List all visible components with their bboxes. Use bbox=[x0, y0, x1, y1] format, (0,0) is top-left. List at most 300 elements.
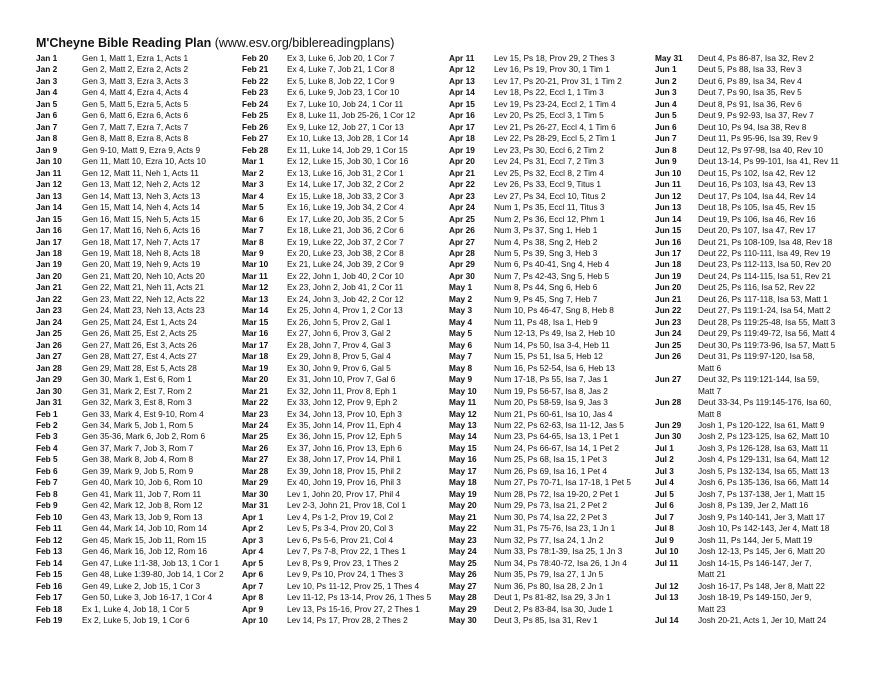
reading-passages: Deut 10, Ps 94, Isa 38, Rev 8 bbox=[698, 121, 807, 132]
reading-passages: Gen 25, Matt 24, Est 1, Acts 24 bbox=[82, 316, 197, 327]
reading-date: Jun 25 bbox=[655, 339, 682, 350]
reading-date: Jun 14 bbox=[655, 213, 682, 224]
reading-date: Mar 21 bbox=[242, 385, 269, 396]
reading-date: Jun 19 bbox=[655, 270, 682, 281]
reading-date: Jun 2 bbox=[655, 75, 677, 86]
reading-date: Jun 21 bbox=[655, 293, 682, 304]
reading-passages: Deut 32, Ps 119:121-144, Isa 59, bbox=[698, 374, 820, 385]
reading-passages: Ex 17, Luke 20, Job 35, 2 Cor 5 bbox=[287, 213, 404, 224]
reading-date: Jan 1 bbox=[36, 53, 58, 63]
reading-passages: Num 23, Ps 64-65, Isa 13, 1 Pet 1 bbox=[494, 431, 619, 442]
reading-date: May 1 bbox=[449, 282, 473, 293]
reading-date: Mar 28 bbox=[242, 465, 269, 476]
reading-passages: Lev 27, Ps 34, Eccl 10, Titus 2 bbox=[494, 190, 606, 201]
reading-passages: Ex 9, Luke 12, Job 27, 1 Cor 13 bbox=[287, 121, 404, 132]
reading-passages: Ex 19, Luke 22, Job 37, 2 Cor 7 bbox=[287, 236, 404, 247]
reading-date: May 11 bbox=[449, 397, 477, 408]
reading-passages: Gen 48, Luke 1:39-80, Job 14, 1 Cor 2 bbox=[82, 569, 224, 580]
reading-date: Mar 15 bbox=[242, 316, 269, 327]
reading-date: Feb 16 bbox=[36, 580, 63, 591]
reading-passages: Num 15, Ps 51, Isa 5, Heb 12 bbox=[494, 351, 603, 362]
reading-passages: Matt 7 bbox=[698, 385, 722, 396]
reading-date: Jul 7 bbox=[655, 511, 674, 522]
reading-passages: Num 32, Ps 77, Isa 24, 1 Jn 2 bbox=[494, 534, 604, 545]
reading-passages: Gen 33, Mark 4, Est 9-10, Rom 4 bbox=[82, 408, 204, 419]
reading-date: Apr 14 bbox=[449, 87, 475, 98]
reading-date: Jul 9 bbox=[655, 534, 674, 545]
reading-date: Mar 1 bbox=[242, 156, 264, 167]
reading-date: Jan 27 bbox=[36, 351, 62, 362]
reading-passages: Deut 5, Ps 88, Isa 33, Rev 3 bbox=[698, 64, 802, 75]
reading-passages: Gen 14, Matt 13, Neh 3, Acts 13 bbox=[82, 190, 201, 201]
reading-date: Jul 11 bbox=[655, 557, 679, 568]
reading-date: Jan 16 bbox=[36, 225, 62, 236]
reading-passages: Gen 2, Matt 2, Ezra 2, Acts 2 bbox=[82, 64, 189, 75]
reading-date: Jul 14 bbox=[655, 614, 679, 625]
reading-date: Jun 10 bbox=[655, 167, 682, 178]
reading-date: Jul 1 bbox=[655, 442, 674, 453]
reading-date: Jun 26 bbox=[655, 351, 682, 362]
reading-passages: Lev 11-12, Ps 13-14, Prov 26, 1 Thes 5 bbox=[287, 592, 432, 603]
reading-passages: Gen 34, Mark 5, Job 1, Rom 5 bbox=[82, 420, 194, 430]
reading-passages: Lev 15, Ps 18, Prov 29, 2 Thes 3 bbox=[494, 53, 615, 63]
reading-date: Apr 26 bbox=[449, 225, 475, 236]
reading-date: Jun 16 bbox=[655, 236, 682, 247]
reading-date: May 27 bbox=[449, 580, 477, 591]
reading-passages: Deut 11, Ps 95-96, Isa 39, Rev 9 bbox=[698, 133, 818, 144]
reading-date: May 29 bbox=[449, 603, 477, 614]
reading-date: May 14 bbox=[449, 431, 477, 442]
reading-date: Mar 31 bbox=[242, 500, 269, 511]
reading-date: Jun 1 bbox=[655, 64, 677, 75]
reading-date: Jul 6 bbox=[655, 500, 674, 511]
reading-passages: Num 31, Ps 75-76, Isa 23, 1 Jn 1 bbox=[494, 523, 616, 534]
reading-date: Jan 8 bbox=[36, 133, 58, 144]
reading-passages: Deut 29, Ps 119:49-72, Isa 56, Matt 4 bbox=[698, 328, 836, 339]
reading-date: Jan 26 bbox=[36, 339, 62, 350]
reading-date: May 28 bbox=[449, 592, 477, 603]
reading-passages: Num 21, Ps 60-61, Isa 10, Jas 4 bbox=[494, 408, 613, 419]
reading-passages: Deut 2, Ps 83-84, Isa 30, Jude 1 bbox=[494, 603, 613, 614]
reading-date: Jun 23 bbox=[655, 316, 682, 327]
reading-date: Apr 17 bbox=[449, 121, 475, 132]
reading-date: May 4 bbox=[449, 316, 473, 327]
reading-passages: Num 30, Ps 74, Isa 22, 2 Pet 3 bbox=[494, 511, 607, 522]
reading-passages: Gen 6, Matt 6, Ezra 6, Acts 6 bbox=[82, 110, 189, 121]
reading-passages: Ex 3, Luke 6, Job 20, 1 Cor 7 bbox=[287, 53, 395, 63]
reading-passages: Josh 3, Ps 126-128, Isa 63, Matt 11 bbox=[698, 442, 829, 453]
reading-passages: Gen 7, Matt 7, Ezra 7, Acts 7 bbox=[82, 121, 189, 132]
reading-passages: Num 35, Ps 79, Isa 27, 1 Jn 5 bbox=[494, 569, 604, 580]
reading-date: Apr 13 bbox=[449, 75, 475, 86]
reading-date: Jan 25 bbox=[36, 328, 62, 339]
reading-date: Apr 10 bbox=[242, 614, 268, 625]
reading-passages: Gen 12, Matt 11, Neh 1, Acts 11 bbox=[82, 167, 199, 178]
reading-passages: Ex 37, John 16, Prov 13, Eph 6 bbox=[287, 442, 402, 453]
reading-passages: Ex 34, John 13, Prov 10, Eph 3 bbox=[287, 408, 402, 419]
reading-passages: Deut 12, Ps 97-98, Isa 40, Rev 10 bbox=[698, 144, 823, 155]
reading-date: Jan 6 bbox=[36, 110, 58, 121]
reading-date: Apr 7 bbox=[242, 580, 264, 591]
reading-date: May 9 bbox=[449, 374, 473, 385]
reading-date: Feb 18 bbox=[36, 603, 63, 614]
reading-passages: Deut 9, Ps 92-93, Isa 37, Rev 7 bbox=[698, 110, 814, 121]
reading-passages: Num 6, Ps 40-41, Sng 4, Heb 4 bbox=[494, 259, 610, 270]
reading-passages: Ex 20, Luke 23, Job 38, 2 Cor 8 bbox=[287, 247, 404, 258]
reading-date: Feb 23 bbox=[242, 87, 269, 98]
reading-passages: Gen 3, Matt 3, Ezra 3, Acts 3 bbox=[82, 75, 189, 86]
reading-passages: Lev 8, Ps 9, Prov 23, 1 Thes 2 bbox=[287, 557, 399, 568]
reading-passages: Gen 30, Mark 1, Est 6, Rom 1 bbox=[82, 374, 192, 385]
reading-passages: Ex 27, John 6, Prov 3, Gal 2 bbox=[287, 328, 391, 339]
reading-date: Jun 5 bbox=[655, 110, 677, 121]
reading-passages: Ex 24, John 3, Job 42, 2 Cor 12 bbox=[287, 293, 404, 304]
reading-date: Apr 4 bbox=[242, 546, 264, 557]
reading-passages: Deut 24, Ps 114-115, Isa 51, Rev 21 bbox=[698, 270, 831, 281]
reading-date: Mar 19 bbox=[242, 362, 269, 373]
reading-date: May 17 bbox=[449, 465, 477, 476]
reading-passages: Deut 28, Ps 119:25-48, Isa 55, Matt 3 bbox=[698, 316, 836, 327]
reading-passages: Gen 4, Matt 4, Ezra 4, Acts 4 bbox=[82, 87, 189, 98]
reading-date: Apr 11 bbox=[449, 53, 475, 63]
reading-date: Feb 20 bbox=[242, 53, 269, 63]
title-url: (www.esv.org/biblereadingplans) bbox=[211, 36, 395, 50]
reading-date: May 26 bbox=[449, 569, 477, 580]
reading-passages: Gen 45, Mark 15, Job 11, Rom 15 bbox=[82, 534, 207, 545]
reading-date: May 22 bbox=[449, 523, 477, 534]
reading-date: Jun 20 bbox=[655, 282, 682, 293]
reading-passages: Gen 37, Mark 7, Job 3, Rom 7 bbox=[82, 442, 194, 453]
reading-date: Apr 22 bbox=[449, 179, 475, 190]
reading-passages: Gen 28, Matt 27, Est 4, Acts 27 bbox=[82, 351, 197, 362]
reading-passages: Ex 25, John 4, Prov 1, 2 Cor 13 bbox=[287, 305, 403, 316]
reading-date: May 31 bbox=[655, 53, 683, 63]
reading-passages: Num 4, Ps 38, Sng 2, Heb 2 bbox=[494, 236, 598, 247]
reading-date: Apr 3 bbox=[242, 534, 264, 545]
reading-date: Jan 21 bbox=[36, 282, 62, 293]
reading-passages: Deut 31, Ps 119:97-120, Isa 58, bbox=[698, 351, 815, 362]
reading-date: Feb 26 bbox=[242, 121, 269, 132]
reading-date: Jan 5 bbox=[36, 98, 58, 109]
reading-passages: Gen 11, Matt 10, Ezra 10, Acts 10 bbox=[82, 156, 206, 167]
reading-passages: Lev 5, Ps 3-4, Prov 20, Col 3 bbox=[287, 523, 394, 534]
reading-passages: Ex 38, John 17, Prov 14, Phil 1 bbox=[287, 454, 401, 465]
reading-date: Mar 27 bbox=[242, 454, 269, 465]
reading-date: May 13 bbox=[449, 420, 477, 430]
reading-passages: Gen 31, Mark 2, Est 7, Rom 2 bbox=[82, 385, 192, 396]
reading-date: Jun 15 bbox=[655, 225, 682, 236]
reading-date: Mar 29 bbox=[242, 477, 269, 488]
reading-date: Feb 11 bbox=[36, 523, 62, 534]
reading-date: Feb 22 bbox=[242, 75, 269, 86]
reading-passages: Lev 6, Ps 5-6, Prov 21, Col 4 bbox=[287, 534, 394, 545]
reading-passages: Ex 26, John 5, Prov 2, Gal 1 bbox=[287, 316, 391, 327]
reading-date: May 6 bbox=[449, 339, 473, 350]
reading-passages: Matt 6 bbox=[698, 362, 722, 373]
reading-passages: Num 25, Ps 68, Isa 15, 1 Pet 3 bbox=[494, 454, 607, 465]
reading-passages: Ex 30, John 9, Prov 6, Gal 5 bbox=[287, 362, 391, 373]
reading-passages: Num 28, Ps 72, Isa 19-20, 2 Pet 1 bbox=[494, 488, 619, 499]
reading-date: Mar 24 bbox=[242, 420, 269, 430]
reading-date: Apr 15 bbox=[449, 98, 475, 109]
reading-date: Mar 4 bbox=[242, 190, 264, 201]
reading-passages: Ex 8, Luke 11, Job 25-26, 1 Cor 12 bbox=[287, 110, 416, 121]
reading-passages: Deut 17, Ps 104, Isa 44, Rev 14 bbox=[698, 190, 816, 201]
reading-passages: Lev 18, Ps 22, Eccl 1, 1 Tim 3 bbox=[494, 87, 604, 98]
reading-date: Apr 6 bbox=[242, 569, 264, 580]
reading-date: Feb 7 bbox=[36, 477, 58, 488]
reading-date: Feb 15 bbox=[36, 569, 63, 580]
reading-date: Jan 22 bbox=[36, 293, 62, 304]
reading-passages: Ex 16, Luke 19, Job 34, 2 Cor 4 bbox=[287, 202, 404, 213]
reading-passages: Num 17-18, Ps 55, Isa 7, Jas 1 bbox=[494, 374, 608, 385]
reading-passages: Matt 8 bbox=[698, 408, 722, 419]
reading-passages: Lev 25, Ps 32, Eccl 8, 2 Tim 4 bbox=[494, 167, 604, 178]
reading-date: Jan 23 bbox=[36, 305, 62, 316]
reading-passages: Gen 27, Matt 26, Est 3, Acts 26 bbox=[82, 339, 197, 350]
reading-passages: Deut 21, Ps 108-109, Isa 48, Rev 18 bbox=[698, 236, 833, 247]
reading-passages: Lev 20, Ps 25, Eccl 3, 1 Tim 5 bbox=[494, 110, 604, 121]
reading-passages: Josh 10, Ps 142-143, Jer 4, Matt 18 bbox=[698, 523, 830, 534]
reading-passages: Num 5, Ps 39, Sng 3, Heb 3 bbox=[494, 247, 598, 258]
reading-date: Feb 13 bbox=[36, 546, 63, 557]
page-title bbox=[36, 36, 394, 50]
reading-date: Mar 7 bbox=[242, 225, 264, 236]
reading-date: Feb 6 bbox=[36, 465, 58, 476]
reading-date: Jan 28 bbox=[36, 362, 62, 373]
reading-passages: Ex 36, John 15, Prov 12, Eph 5 bbox=[287, 431, 402, 442]
reading-passages: Lev 10, Ps 11-12, Prov 25, 1 Thes 4 bbox=[287, 580, 420, 591]
reading-date: Mar 25 bbox=[242, 431, 269, 442]
reading-passages: Gen 9-10, Matt 9, Ezra 9, Acts 9 bbox=[82, 144, 201, 155]
reading-passages: Lev 17, Ps 20-21, Prov 31, 1 Tim 2 bbox=[494, 75, 622, 86]
reading-date: Jan 3 bbox=[36, 75, 58, 86]
reading-passages: Gen 24, Matt 23, Neh 13, Acts 23 bbox=[82, 305, 205, 316]
reading-passages: Deut 20, Ps 107, Isa 47, Rev 17 bbox=[698, 225, 816, 236]
reading-passages: Deut 1, Ps 81-82, Isa 29, 3 Jn 1 bbox=[494, 592, 611, 603]
reading-passages: Ex 13, Luke 16, Job 31, 2 Cor 1 bbox=[287, 167, 404, 178]
reading-date: Mar 22 bbox=[242, 397, 269, 408]
reading-passages: Num 22, Ps 62-63, Isa 11-12, Jas 5 bbox=[494, 420, 624, 430]
reading-date: Apr 8 bbox=[242, 592, 264, 603]
reading-passages: Gen 15, Matt 14, Neh 4, Acts 14 bbox=[82, 202, 201, 213]
reading-date: Mar 8 bbox=[242, 236, 264, 247]
reading-date: Feb 17 bbox=[36, 592, 63, 603]
reading-passages: Deut 19, Ps 106, Isa 46, Rev 16 bbox=[698, 213, 816, 224]
reading-date: Feb 28 bbox=[242, 144, 269, 155]
reading-date: Mar 11 bbox=[242, 270, 268, 281]
reading-date: Mar 6 bbox=[242, 213, 264, 224]
reading-date: Jan 11 bbox=[36, 167, 62, 178]
reading-date: Jun 22 bbox=[655, 305, 682, 316]
reading-passages: Deut 8, Ps 91, Isa 36, Rev 6 bbox=[698, 98, 802, 109]
reading-passages: Deut 30, Ps 119:73-96, Isa 57, Matt 5 bbox=[698, 339, 836, 350]
reading-date: Mar 23 bbox=[242, 408, 269, 419]
reading-date: Jul 13 bbox=[655, 592, 679, 603]
reading-passages: Josh 20-21, Acts 1, Jer 10, Matt 24 bbox=[698, 614, 827, 625]
reading-passages: Gen 40, Mark 10, Job 6, Rom 10 bbox=[82, 477, 203, 488]
reading-date: Jan 19 bbox=[36, 259, 62, 270]
reading-passages: Lev 24, Ps 31, Eccl 7, 2 Tim 3 bbox=[494, 156, 604, 167]
reading-date: Jun 29 bbox=[655, 420, 682, 430]
reading-passages: Ex 4, Luke 7, Job 21, 1 Cor 8 bbox=[287, 64, 395, 75]
reading-date: Mar 14 bbox=[242, 305, 269, 316]
reading-passages: Num 3, Ps 37, Sng 1, Heb 1 bbox=[494, 225, 598, 236]
reading-passages: Deut 27, Ps 119:1-24, Isa 54, Matt 2 bbox=[698, 305, 831, 316]
reading-date: Feb 9 bbox=[36, 500, 58, 511]
reading-passages: Ex 31, John 10, Prov 7, Gal 6 bbox=[287, 374, 396, 385]
reading-passages: Lev 4, Ps 1-2, Prov 19, Col 2 bbox=[287, 511, 394, 522]
reading-date: Mar 2 bbox=[242, 167, 264, 178]
reading-date: Jan 29 bbox=[36, 374, 62, 385]
reading-date: Feb 19 bbox=[36, 614, 63, 625]
reading-date: Apr 21 bbox=[449, 167, 475, 178]
reading-date: Jun 9 bbox=[655, 156, 677, 167]
reading-passages: Num 16, Ps 52-54, Isa 6, Heb 13 bbox=[494, 362, 615, 373]
reading-date: Jun 8 bbox=[655, 144, 677, 155]
reading-date: May 15 bbox=[449, 442, 477, 453]
reading-date: Jan 13 bbox=[36, 190, 62, 201]
reading-passages: Ex 5, Luke 8, Job 22, 1 Cor 9 bbox=[287, 75, 395, 86]
reading-passages: Deut 22, Ps 110-111, Isa 49, Rev 19 bbox=[698, 247, 831, 258]
reading-passages: Josh 12-13, Ps 145, Jer 6, Matt 20 bbox=[698, 546, 825, 557]
reading-date: May 25 bbox=[449, 557, 477, 568]
reading-date: Jun 30 bbox=[655, 431, 682, 442]
reading-passages: Ex 21, Luke 24, Job 39, 2 Cor 9 bbox=[287, 259, 404, 270]
reading-passages: Num 19, Ps 56-57, Isa 8, Jas 2 bbox=[494, 385, 608, 396]
reading-passages: Gen 41, Mark 11, Job 7, Rom 11 bbox=[82, 488, 202, 499]
reading-passages: Lev 9, Ps 10, Prov 24, 1 Thes 3 bbox=[287, 569, 404, 580]
reading-passages: Ex 6, Luke 9, Job 23, 1 Cor 10 bbox=[287, 87, 400, 98]
reading-passages: Gen 20, Matt 19, Neh 9, Acts 19 bbox=[82, 259, 201, 270]
reading-date: Mar 13 bbox=[242, 293, 269, 304]
reading-date: May 12 bbox=[449, 408, 477, 419]
reading-date: Jun 12 bbox=[655, 190, 682, 201]
reading-date: Jun 7 bbox=[655, 133, 677, 144]
reading-passages: Gen 16, Matt 15, Neh 5, Acts 15 bbox=[82, 213, 201, 224]
reading-passages: Ex 29, John 8, Prov 5, Gal 4 bbox=[287, 351, 391, 362]
reading-passages: Lev 2-3, John 21, Prov 18, Col 1 bbox=[287, 500, 406, 511]
reading-date: Jan 18 bbox=[36, 247, 62, 258]
reading-date: Apr 27 bbox=[449, 236, 475, 247]
reading-date: Mar 30 bbox=[242, 488, 269, 499]
reading-passages: Num 1, Ps 35, Eccl 11, Titus 3 bbox=[494, 202, 605, 213]
reading-date: Apr 9 bbox=[242, 603, 264, 614]
reading-passages: Josh 11, Ps 144, Jer 5, Matt 19 bbox=[698, 534, 813, 545]
reading-date: Feb 10 bbox=[36, 511, 63, 522]
reading-passages: Josh 1, Ps 120-122, Isa 61, Matt 9 bbox=[698, 420, 825, 430]
reading-passages: Num 24, Ps 66-67, Isa 14, 1 Pet 2 bbox=[494, 442, 619, 453]
reading-passages: Josh 5, Ps 132-134, Isa 65, Matt 13 bbox=[698, 465, 829, 476]
reading-passages: Josh 9, Ps 140-141, Jer 3, Matt 17 bbox=[698, 511, 825, 522]
reading-date: Jan 20 bbox=[36, 270, 62, 281]
reading-passages: Ex 10, Luke 13, Job 28, 1 Cor 14 bbox=[287, 133, 409, 144]
reading-passages: Gen 23, Matt 22, Neh 12, Acts 22 bbox=[82, 293, 205, 304]
reading-date: Mar 18 bbox=[242, 351, 269, 362]
reading-passages: Deut 13-14, Ps 99-101, Isa 41, Rev 11 bbox=[698, 156, 839, 167]
reading-passages: Josh 14-15, Ps 146-147, Jer 7, bbox=[698, 557, 812, 568]
reading-passages: Num 34, Ps 78:40-72, Isa 26, 1 Jn 4 bbox=[494, 557, 627, 568]
reading-date: Apr 18 bbox=[449, 133, 475, 144]
reading-passages: Gen 1, Matt 1, Ezra 1, Acts 1 bbox=[82, 53, 189, 63]
reading-passages: Gen 13, Matt 12, Neh 2, Acts 12 bbox=[82, 179, 201, 190]
reading-date: Feb 8 bbox=[36, 488, 58, 499]
reading-passages: Ex 32, John 11, Prov 8, Eph 1 bbox=[287, 385, 397, 396]
reading-date: Jun 28 bbox=[655, 397, 682, 408]
reading-passages: Josh 6, Ps 135-136, Isa 66, Matt 14 bbox=[698, 477, 829, 488]
reading-date: Mar 10 bbox=[242, 259, 269, 270]
reading-passages: Deut 26, Ps 117-118, Isa 53, Matt 1 bbox=[698, 293, 828, 304]
reading-date: Apr 30 bbox=[449, 270, 475, 281]
reading-date: Apr 5 bbox=[242, 557, 264, 568]
reading-date: Feb 14 bbox=[36, 557, 63, 568]
reading-passages: Ex 39, John 18, Prov 15, Phil 2 bbox=[287, 465, 401, 476]
reading-passages: Josh 16-17, Ps 148, Jer 8, Matt 22 bbox=[698, 580, 825, 591]
reading-passages: Gen 42, Mark 12, Job 8, Rom 12 bbox=[82, 500, 203, 511]
reading-date: Jul 4 bbox=[655, 477, 674, 488]
reading-date: May 7 bbox=[449, 351, 473, 362]
reading-passages: Num 20, Ps 58-59, Isa 9, Jas 3 bbox=[494, 397, 608, 408]
reading-passages: Ex 40, John 19, Prov 16, Phil 3 bbox=[287, 477, 401, 488]
reading-date: Jan 7 bbox=[36, 121, 58, 132]
reading-date: Mar 5 bbox=[242, 202, 264, 213]
reading-date: May 8 bbox=[449, 362, 473, 373]
reading-passages: Deut 4, Ps 86-87, Isa 32, Rev 2 bbox=[698, 53, 814, 63]
reading-passages: Lev 26, Ps 33, Eccl 9, Titus 1 bbox=[494, 179, 601, 190]
reading-passages: Num 14, Ps 50, Isa 3-4, Heb 11 bbox=[494, 339, 610, 350]
reading-passages: Lev 1, John 20, Prov 17, Phil 4 bbox=[287, 488, 401, 499]
reading-date: Apr 19 bbox=[449, 144, 475, 155]
reading-date: Jul 3 bbox=[655, 465, 674, 476]
reading-passages: Gen 5, Matt 5, Ezra 5, Acts 5 bbox=[82, 98, 189, 109]
reading-passages: Gen 46, Mark 16, Job 12, Rom 16 bbox=[82, 546, 207, 557]
reading-passages: Num 36, Ps 80, Isa 28, 2 Jn 1 bbox=[494, 580, 604, 591]
reading-date: Jan 4 bbox=[36, 87, 58, 98]
reading-date: Apr 16 bbox=[449, 110, 475, 121]
reading-date: Jan 10 bbox=[36, 156, 62, 167]
reading-date: Jul 10 bbox=[655, 546, 679, 557]
reading-passages: Num 11, Ps 48, Isa 1, Heb 9 bbox=[494, 316, 598, 327]
reading-passages: Num 27, Ps 70-71, Isa 17-18, 1 Pet 5 bbox=[494, 477, 631, 488]
reading-date: May 16 bbox=[449, 454, 477, 465]
reading-date: Jul 5 bbox=[655, 488, 674, 499]
reading-passages: Matt 21 bbox=[698, 569, 726, 580]
reading-passages: Num 10, Ps 46-47, Sng 8, Heb 8 bbox=[494, 305, 614, 316]
reading-passages: Lev 16, Ps 19, Prov 30, 1 Tim 1 bbox=[494, 64, 610, 75]
reading-date: Jan 24 bbox=[36, 316, 62, 327]
reading-date: May 3 bbox=[449, 305, 473, 316]
reading-date: May 2 bbox=[449, 293, 473, 304]
reading-passages: Lev 14, Ps 17, Prov 28, 2 Thes 2 bbox=[287, 614, 408, 625]
reading-date: Jan 2 bbox=[36, 64, 58, 75]
reading-date: Jul 8 bbox=[655, 523, 674, 534]
reading-date: Jun 4 bbox=[655, 98, 677, 109]
reading-passages: Num 7, Ps 42-43, Sng 5, Heb 5 bbox=[494, 270, 610, 281]
reading-passages: Num 2, Ps 36, Eccl 12, Phm 1 bbox=[494, 213, 605, 224]
reading-date: Apr 28 bbox=[449, 247, 475, 258]
reading-passages: Deut 7, Ps 90, Isa 35, Rev 5 bbox=[698, 87, 802, 98]
reading-date: Apr 24 bbox=[449, 202, 475, 213]
reading-passages: Ex 7, Luke 10, Job 24, 1 Cor 11 bbox=[287, 98, 404, 109]
reading-date: Jan 17 bbox=[36, 236, 62, 247]
reading-passages: Gen 50, Luke 3, Job 16-17, 1 Cor 4 bbox=[82, 592, 213, 603]
reading-date: May 19 bbox=[449, 488, 477, 499]
reading-date: Mar 12 bbox=[242, 282, 269, 293]
reading-date: Apr 2 bbox=[242, 523, 264, 534]
reading-date: Jan 31 bbox=[36, 397, 62, 408]
reading-passages: Num 26, Ps 69, Isa 16, 1 Pet 4 bbox=[494, 465, 607, 476]
reading-date: Apr 23 bbox=[449, 190, 475, 201]
